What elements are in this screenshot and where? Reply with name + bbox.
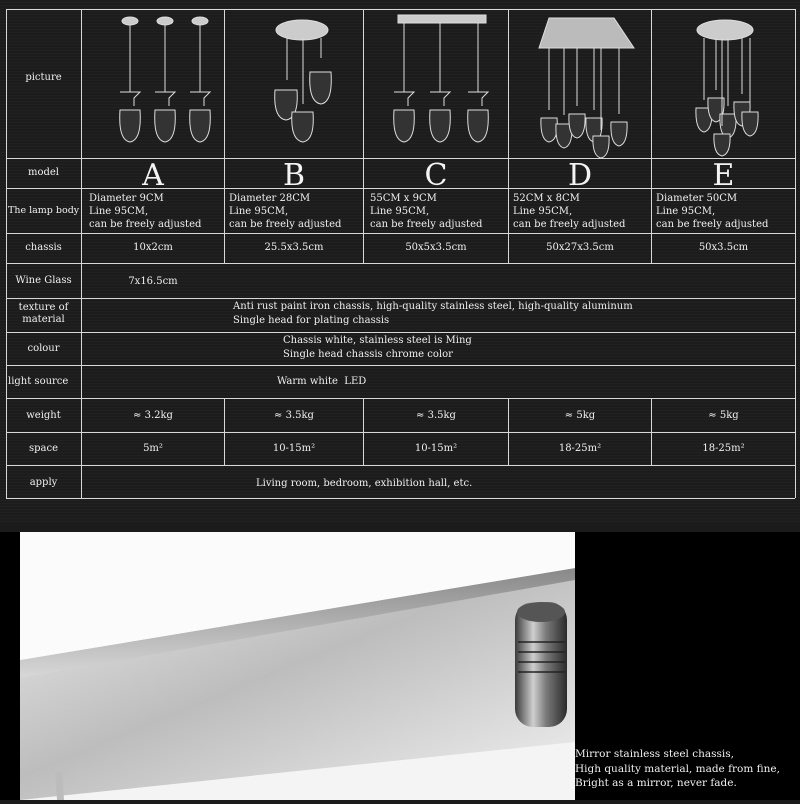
label-weight: weight [26,410,61,421]
chassis-d: 50x27x3.5cm [546,242,614,253]
row-line [6,465,795,466]
label-picture: picture [25,72,62,83]
weight-c: ≈ 3.5kg [416,410,456,421]
body-d-line2: Line 95CM, [513,206,573,217]
lamp-c-picture [364,10,508,158]
body-a-line2: Line 95CM, [89,206,149,217]
caption-line3: Bright as a mirror, never fade. [575,777,737,789]
model-a: A [142,158,164,193]
body-c-line2: Line 95CM, [370,206,430,217]
label-wine-glass: Wine Glass [15,275,72,286]
chassis-closeup-photo [0,532,800,800]
chassis-a: 10x2cm [133,242,173,253]
label-apply: apply [29,477,58,488]
body-c-line3: can be freely adjusted [370,219,483,230]
lamp-e-picture [652,10,795,158]
body-e-line2: Line 95CM, [656,206,716,217]
body-d-line1: 52CM x 8CM [513,193,580,204]
body-e-line3: can be freely adjusted [656,219,769,230]
body-e-line1: Diameter 50CM [656,193,738,204]
model-c: C [424,158,448,193]
space-a: 5m² [143,443,163,454]
label-model: model [27,167,60,178]
body-c-line1: 55CM x 9CM [370,193,437,204]
weight-e: ≈ 5kg [708,410,739,421]
body-b-line3: can be freely adjusted [229,219,342,230]
label-texture: texture of material [18,302,69,325]
light-source-value: Warm white LED [277,376,367,387]
col-line [795,9,796,498]
row-line [6,233,795,234]
space-e: 18-25m² [702,443,745,454]
chassis-e: 50x3.5cm [698,242,749,253]
model-b: B [282,158,306,193]
model-e: E [712,158,735,193]
caption-line1: Mirror stainless steel chassis, [575,748,734,760]
space-c: 10-15m² [414,443,458,454]
lamp-d-picture [509,10,651,158]
lamp-b-picture [225,10,363,158]
label-lamp-body: The lamp body [8,205,80,216]
body-a-line1: Diameter 9CM [89,193,164,204]
caption-line2: High quality material, made from fine, [575,763,780,775]
colour-line2: Single head chassis chrome color [283,349,453,360]
space-b: 10-15m² [272,443,316,454]
model-d: D [567,158,593,193]
label-light-source: light source [8,376,69,387]
wine-glass-value: 7x16.5cm [128,276,178,287]
label-space: space [28,443,58,454]
row-line [6,432,795,433]
space-d: 18-25m² [558,443,602,454]
chassis-b: 25.5x3.5cm [264,242,324,253]
texture-line2: Single head for plating chassis [233,315,390,326]
row-line [6,332,795,333]
row-line [6,398,795,399]
weight-d: ≈ 5kg [564,410,596,421]
label-chassis: chassis [25,242,62,253]
lamp-a-picture [82,10,224,158]
row-line [6,365,795,366]
row-line [6,298,795,299]
row-line [6,498,795,499]
body-d-line3: can be freely adjusted [513,219,626,230]
weight-b: ≈ 3.5kg [274,410,314,421]
texture-line1: Anti rust paint iron chassis, high-quality stainless steel, high-quality aluminum [233,301,633,312]
label-colour: colour [27,343,60,354]
chassis-c: 50x5x3.5cm [405,242,467,253]
body-b-line2: Line 95CM, [229,206,289,217]
body-b-line1: Diameter 28CM [229,193,311,204]
body-a-line3: can be freely adjusted [89,219,202,230]
row-line [6,263,795,264]
apply-value: Living room, bedroom, exhibition hall, etc. [256,478,473,489]
colour-line1: Chassis white, stainless steel is Ming [283,335,472,346]
weight-a: ≈ 3.2kg [133,410,173,421]
